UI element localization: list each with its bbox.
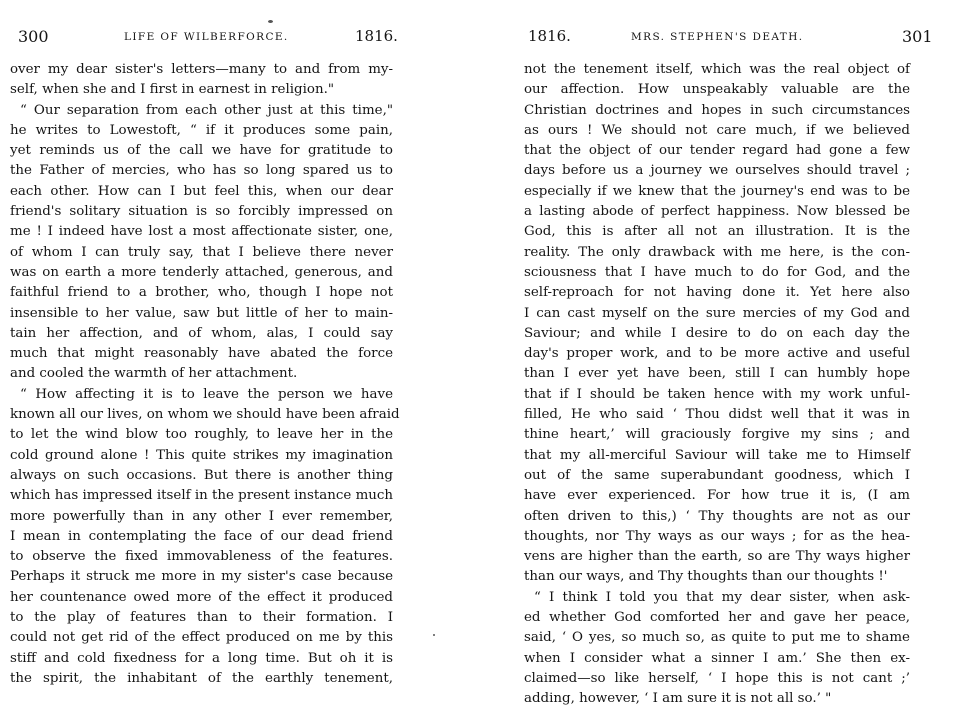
text-line: when I consider what a sinner I am.’ She then ex- [524,650,910,666]
text-line: thoughts, nor Thy ways as our ways ; for as the hea- [524,528,910,544]
text-line: especially if we knew that the journey's end was to be [524,183,910,199]
text-line: God, this is after all not an illustration. It is the [524,224,910,240]
text-line: to observe the fixed immovableness of the features. [10,549,393,565]
text-line: thine heart,’ will graciously forgive my sins ; and [524,427,910,443]
text-line: more powerfully than in any other I ever remember, [10,508,393,524]
ink-speck [268,20,273,23]
text-line: Christian doctrines and hopes in such circumstances [524,102,910,118]
text-line: I can cast myself on the sure mercies of my God and [524,305,910,321]
text-line: I mean in contemplating the face of our dead friend [10,528,393,544]
text-line: day's proper work, and to be more active and useful [524,346,910,362]
text-line: that my all-merciful Saviour will take me to Himself [524,447,910,463]
text-line: much that might reasonably have abated the force [10,346,393,362]
text-line: stiff and cold fixedness for a long time. But oh it is [10,650,393,666]
text-line: as ours ! We should not care much, if we believed [524,122,910,138]
text-line: to let the wind blow too roughly, to leave her in the [10,427,393,443]
left-page-body [10,60,400,689]
text-line: than I ever yet have been, still I can humbly hope [524,366,910,382]
text-line: ed whether God comforted her and gave her peace, [524,610,910,626]
text-line: sciousness that I have much to do for God, and the [524,264,910,280]
text-line: vens are higher than the earth, so are Thy ways higher [524,549,910,565]
text-line: “ I think I told you that my dear sister, when ask- [534,589,910,605]
right-page [490,0,980,705]
text-line: often driven to this,) ‘ Thy thoughts are not as our [524,508,910,524]
text-line: our affection. How unspeakably valuable are the [524,82,910,98]
text-line: said, ‘ O yes, so much so, as quite to put me to shame [524,630,910,646]
text-line: “ How affecting it is to leave the person we have [20,386,393,402]
text-line: self-reproach for not having done it. Yet here also [524,285,910,301]
text-line: the Father of mercies, who has so long spared us to [10,163,393,179]
text-line: “ Our separation from each other just at this time," [20,102,393,118]
left-page-header [0,27,490,51]
text-line: could not get rid of the effect produced on me by this [10,630,393,646]
text-line: that the object of our tender regard had gone a few [524,143,910,159]
text-line: each other. How can I but feel this, when our dear [10,183,393,199]
text-line: cold ground alone ! This quite strikes my imagination [10,447,393,463]
right-running-title: MRS. STEPHEN'S DEATH. [631,31,804,43]
left-page [0,0,490,705]
text-line: claimed—so like herself, ‘ I hope this is not cant ;’ [524,670,910,686]
text-line: adding, however, ‘ I am sure it is not all so.’ " [524,691,832,707]
text-line: always on such occasions. But there is another thing [10,467,393,483]
text-line: to the play of features than to their formation. I [10,610,393,626]
text-line: was on earth a more tenderly attached, generous, and [10,264,393,280]
text-line: not the tenement itself, which was the real object of [524,62,910,77]
text-line: have ever experienced. For how true it is, (I am [524,488,910,504]
text-line: out of the same superabundant goodness, which I [524,467,910,483]
right-page-number: 301 [902,27,933,46]
text-line: tain her affection, and of whom, alas, I could say [10,325,393,341]
right-page-body [524,60,910,710]
left-header-year: 1816. [355,27,398,45]
text-line: known all our lives, on whom we should have been afraid [10,407,400,423]
text-line: friend's solitary situation is so forcibly impressed on [10,204,393,220]
right-header-year: 1816. [528,27,571,45]
text-line: her countenance owed more of the effect it produced [10,589,393,605]
text-line: he writes to Lowestoft, “ if it produces some pain, [10,122,393,138]
text-line: insensible to her value, saw but little of her to main- [10,305,393,321]
text-line: than our ways, and Thy thoughts than our thoughts !' [524,569,888,585]
text-line: self, when she and I first in earnest in religion." [10,82,335,98]
left-running-title: LIFE OF WILBERFORCE. [124,31,289,43]
text-line: days before us a journey we ourselves should travel ; [524,163,910,179]
text-line: which has impressed itself in the present instance much [10,488,394,504]
right-page-header [490,27,980,51]
text-line: that if I should be taken hence with my work unful- [524,386,910,402]
text-line: reality. The only drawback with me here, is the con- [524,244,910,260]
text-line: Perhaps it struck me more in my sister's case because [10,569,393,585]
ink-speck [433,634,435,636]
text-line: faithful friend to a brother, who, though I hope not [10,285,393,301]
text-line: over my dear sister's letters—many to and from my- [10,62,393,77]
text-line: filled, He who said ‘ Thou didst well that it was in [524,407,910,423]
text-line: the spirit, the inhabitant of the earthly tenement, [10,670,393,686]
text-line: yet reminds us of the call we have for gratitude to [10,143,393,159]
text-line: me ! I indeed have lost a most affectionate sister, one, [10,224,393,240]
text-line: Saviour; and while I desire to do on each day the [524,325,910,341]
left-page-number: 300 [18,27,49,46]
text-line: and cooled the warmth of her attachment. [10,366,298,382]
text-line: a lasting abode of perfect happiness. Now blessed be [524,204,910,220]
text-line: of whom I can truly say, that I believe there never [10,244,393,260]
